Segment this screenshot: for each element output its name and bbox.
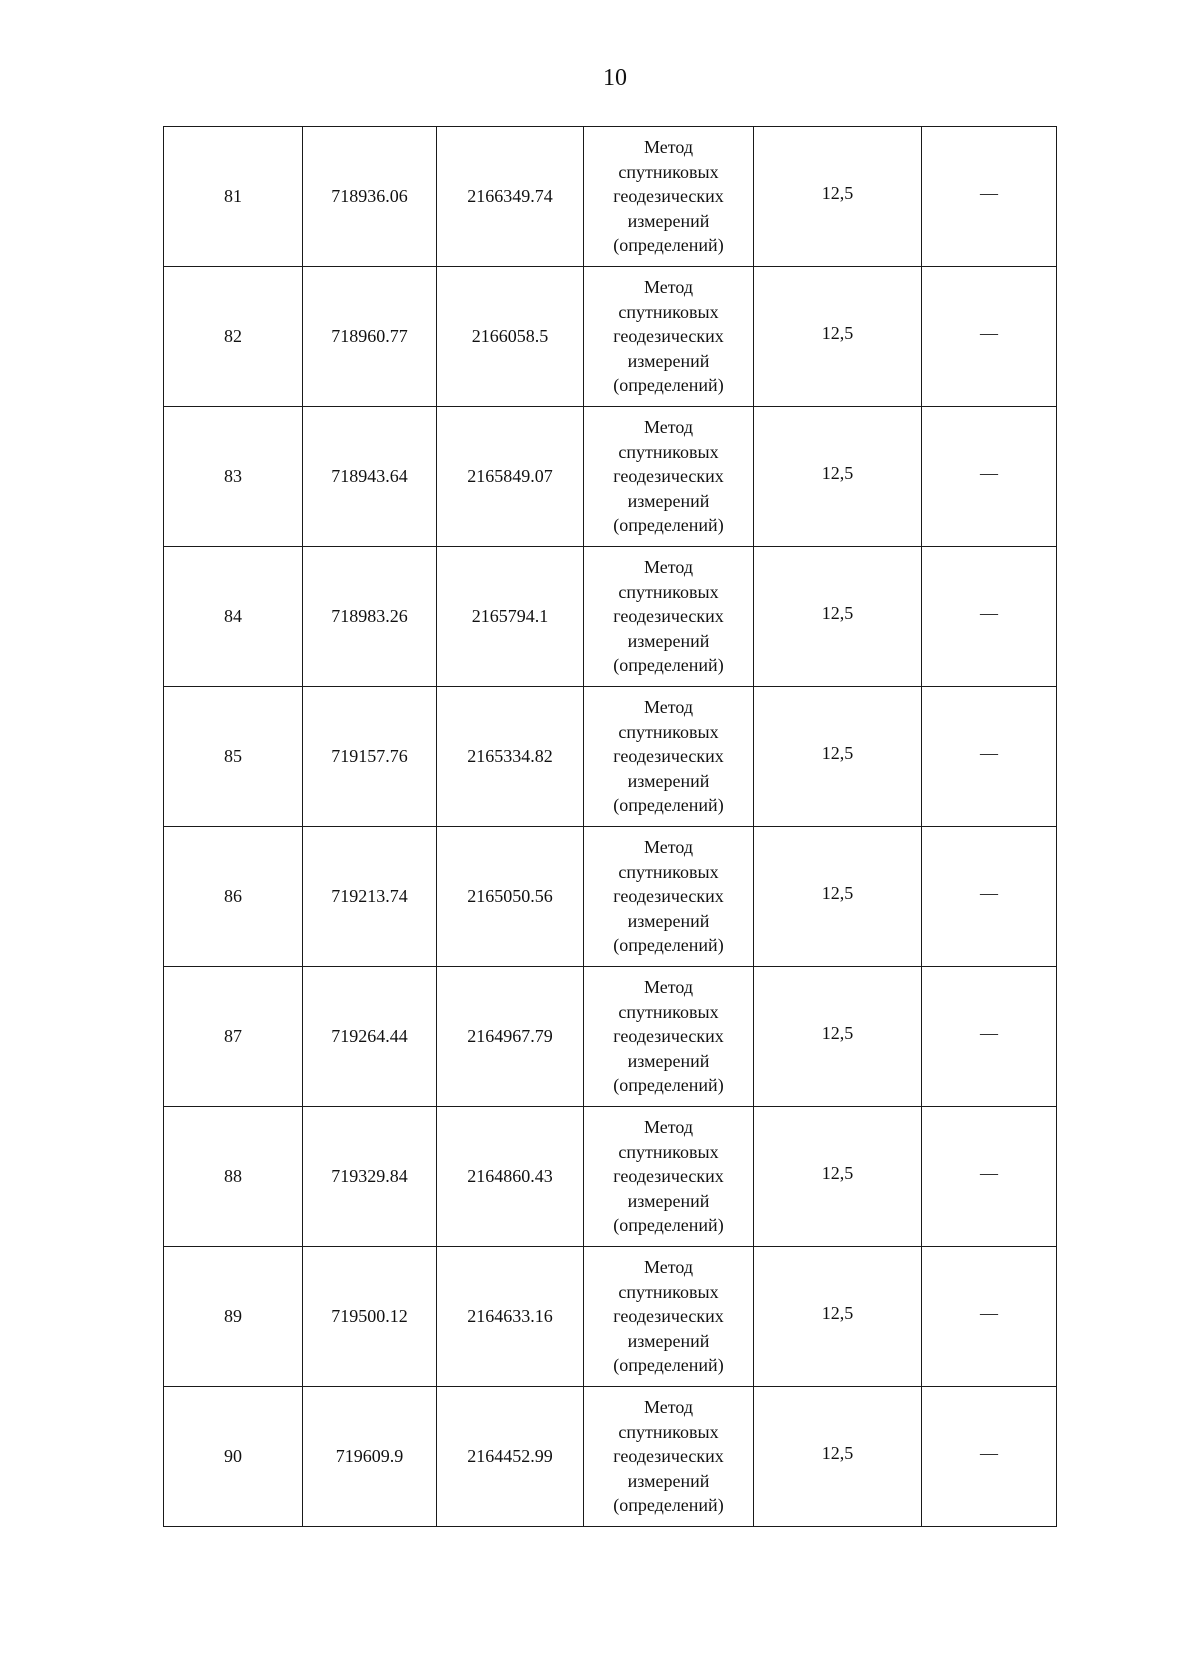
coordinates-table-body [164,127,1057,1527]
description-cell [922,687,1057,827]
accuracy-value: 12,5 [821,1023,854,1044]
point-number: 83 [164,407,303,547]
method-line: Метод [643,277,694,298]
method-cell [584,967,754,1107]
method-line: спутниковых [618,1141,719,1162]
coordinate-y: 2165050.56 [437,827,584,967]
coordinate-y: 2165849.07 [437,407,584,547]
method-line: геодезических [613,1306,724,1327]
method-line: спутниковых [618,1281,719,1302]
method-line: (определений) [613,1215,724,1236]
coordinate-x: 718983.26 [303,547,437,687]
coordinate-y: 2166349.74 [437,127,584,267]
method-line: (определений) [613,1495,724,1516]
method-line: спутниковых [618,441,719,462]
method-line: Метод [643,1257,694,1278]
method-line: спутниковых [618,1001,719,1022]
coordinate-y: 2165794.1 [437,547,584,687]
coordinate-y: 2165334.82 [437,687,584,827]
point-number: 90 [164,1387,303,1527]
method-line: (определений) [613,375,724,396]
table-row [164,1107,1057,1247]
method-line: измерений [627,210,710,231]
method-line: Метод [643,837,694,858]
table-row [164,267,1057,407]
method-line: Метод [643,697,694,718]
method-line: (определений) [613,935,724,956]
accuracy-cell [754,1387,922,1527]
method-cell [584,127,754,267]
accuracy-value: 12,5 [821,183,854,204]
accuracy-value: 12,5 [821,1303,854,1324]
description-cell [922,1107,1057,1247]
description-cell [922,1387,1057,1527]
table-row [164,547,1057,687]
description-value: — [980,1303,998,1324]
accuracy-value: 12,5 [821,323,854,344]
method-line: Метод [643,1397,694,1418]
method-line: геодезических [613,746,724,767]
accuracy-cell [754,127,922,267]
method-line: (определений) [613,1355,724,1376]
method-line: Метод [643,137,694,158]
method-line: геодезических [613,466,724,487]
description-cell [922,1247,1057,1387]
description-cell [922,547,1057,687]
method-line: Метод [643,977,694,998]
description-cell [922,967,1057,1107]
coordinate-x: 718936.06 [303,127,437,267]
coordinate-y: 2164860.43 [437,1107,584,1247]
description-value: — [980,1443,998,1464]
table-row [164,407,1057,547]
method-cell [584,827,754,967]
method-line: измерений [627,630,710,651]
point-number: 82 [164,267,303,407]
accuracy-cell [754,687,922,827]
method-line: геодезических [613,1026,724,1047]
method-line: (определений) [613,795,724,816]
description-value: — [980,603,998,624]
method-line: спутниковых [618,161,719,182]
description-value: — [980,1163,998,1184]
point-number: 84 [164,547,303,687]
accuracy-cell [754,547,922,687]
description-value: — [980,1023,998,1044]
accuracy-value: 12,5 [821,1443,854,1464]
point-number: 87 [164,967,303,1107]
description-value: — [980,883,998,904]
method-line: геодезических [613,1166,724,1187]
method-line: измерений [627,1050,710,1071]
method-line: геодезических [613,886,724,907]
description-value: — [980,183,998,204]
method-line: измерений [627,1190,710,1211]
description-value: — [980,743,998,764]
accuracy-value: 12,5 [821,1163,854,1184]
accuracy-cell [754,967,922,1107]
description-cell [922,127,1057,267]
coordinate-x: 719157.76 [303,687,437,827]
coordinate-x: 719609.9 [303,1387,437,1527]
coordinate-x: 718943.64 [303,407,437,547]
method-line: (определений) [613,235,724,256]
method-line: геодезических [613,326,724,347]
method-line: спутниковых [618,581,719,602]
accuracy-cell [754,827,922,967]
method-line: спутниковых [618,721,719,742]
table-row [164,1247,1057,1387]
coordinate-y: 2164967.79 [437,967,584,1107]
method-line: (определений) [613,1075,724,1096]
table-row [164,827,1057,967]
accuracy-cell [754,1247,922,1387]
accuracy-value: 12,5 [821,743,854,764]
point-number: 85 [164,687,303,827]
method-line: Метод [643,417,694,438]
method-cell [584,407,754,547]
description-cell [922,827,1057,967]
point-number: 81 [164,127,303,267]
method-line: измерений [627,490,710,511]
method-line: измерений [627,770,710,791]
coordinate-y: 2164452.99 [437,1387,584,1527]
coordinate-x: 719500.12 [303,1247,437,1387]
method-line: измерений [627,910,710,931]
table-row [164,1387,1057,1527]
accuracy-cell [754,407,922,547]
method-cell [584,687,754,827]
method-line: Метод [643,557,694,578]
method-cell [584,1247,754,1387]
method-cell [584,1387,754,1527]
table-row [164,967,1057,1107]
coordinate-x: 719329.84 [303,1107,437,1247]
method-line: (определений) [613,655,724,676]
accuracy-cell [754,267,922,407]
method-line: Метод [643,1117,694,1138]
method-line: (определений) [613,515,724,536]
method-line: измерений [627,1470,710,1491]
table-row [164,687,1057,827]
point-number: 88 [164,1107,303,1247]
description-cell [922,267,1057,407]
accuracy-value: 12,5 [821,603,854,624]
method-line: измерений [627,1330,710,1351]
point-number: 89 [164,1247,303,1387]
method-cell [584,1107,754,1247]
accuracy-value: 12,5 [821,883,854,904]
accuracy-cell [754,1107,922,1247]
description-value: — [980,463,998,484]
coordinate-x: 719213.74 [303,827,437,967]
coordinate-y: 2164633.16 [437,1247,584,1387]
method-cell [584,267,754,407]
point-number: 86 [164,827,303,967]
method-line: спутниковых [618,301,719,322]
method-line: спутниковых [618,861,719,882]
coordinate-x: 719264.44 [303,967,437,1107]
coordinates-table [163,126,1057,1527]
method-line: спутниковых [618,1421,719,1442]
description-value: — [980,323,998,344]
accuracy-value: 12,5 [821,463,854,484]
method-line: геодезических [613,186,724,207]
coordinate-y: 2166058.5 [437,267,584,407]
method-line: измерений [627,350,710,371]
page-number: 10 [603,65,627,91]
method-cell [584,547,754,687]
table-row [164,127,1057,267]
method-line: геодезических [613,1446,724,1467]
description-cell [922,407,1057,547]
method-line: геодезических [613,606,724,627]
coordinate-x: 718960.77 [303,267,437,407]
